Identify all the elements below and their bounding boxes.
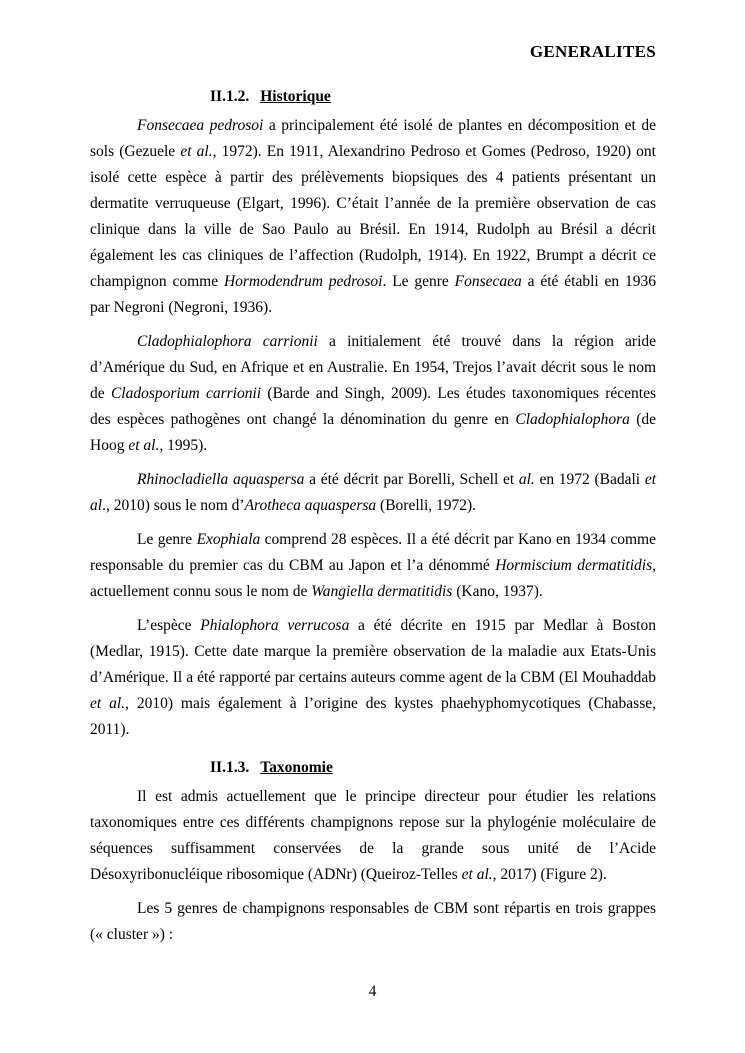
page-number: 4 (368, 983, 377, 1000)
species-name-italic: Phialophora verrucosa (200, 617, 350, 634)
section-title: Taxonomie (260, 759, 333, 776)
text-segment: a été établi en 1936 par Negroni (Negroni, 1936). (90, 273, 656, 316)
species-name-italic: Cladophialophora (515, 411, 630, 428)
species-name-italic: et al., (128, 437, 164, 454)
text-segment: Le genre (137, 531, 197, 548)
text-segment: Les 5 genres de champignons responsables de CBM sont répartis en trois grappes (« cluster ») : (90, 900, 656, 943)
text-segment: a principalement été isolé de plantes en décomposition et de sols (Gezuele (90, 117, 656, 160)
species-name-italic: et al. (180, 143, 213, 160)
text-segment: , 1972). En 1911, Alexandrino Pedroso et Gomes (Pedroso, 1920) ont isolé cette espèce à partir des prélèvements biopsiques des 4 patients présentant un dermatite verruqueuse (Elgart, 1996). C’était l’année de la première observation de cas clinique dans la ville de Sao Paulo au Brésil. En 1914, Rudolph au Brésil a décrit également les cas cliniques de l’affection (Rudolph, 1914). En 1922, Brumpt a décrit ce champignon comme (90, 143, 656, 290)
species-name-italic: Rhinocladiella aquaspersa (137, 471, 305, 488)
text-segment: (Barde and Singh, 2009). Les études taxonomiques récentes des espèces pathogènes ont changé la dénomination du genre en (90, 385, 656, 428)
species-name-italic: Hormiscium dermatitidis (495, 557, 653, 574)
species-name-italic: et al., (90, 695, 129, 712)
paragraph (90, 784, 656, 888)
header-title: GENERALITES (529, 42, 656, 61)
text-segment: a été décrit par Borelli, Schell et (304, 471, 519, 488)
text-segment: L’espèce (137, 617, 201, 634)
species-name-italic: Arotheca aquaspersa (244, 497, 377, 514)
section-heading (210, 84, 656, 110)
text-segment: 2010) mais également à l’origine des kystes phaehyphomycotiques (Chabasse, 2011). (90, 695, 656, 738)
paragraph (90, 896, 656, 948)
page-header (90, 42, 656, 62)
species-name-italic: Cladosporium carrionii (110, 385, 262, 402)
species-name-italic: Hormodendrum pedrosoi (223, 273, 383, 290)
text-segment: (Kano, 1937). (452, 583, 543, 600)
species-name-italic: Fonsecaea (454, 273, 522, 290)
text-segment: . Le genre (382, 273, 455, 290)
species-name-italic: Fonsecaea pedrosoi (137, 117, 264, 134)
text-segment: a initialement été trouvé dans la région aride d’Amérique du Sud, en Afrique et en Australie. En 1954, Trejos l’avait décrit sous le nom de (90, 333, 657, 402)
text-segment: (de Hoog (90, 411, 656, 454)
paragraph (90, 329, 656, 459)
text-segment: ., 2010) sous le nom d’ (102, 497, 245, 514)
species-name-italic: et al. (461, 866, 493, 883)
species-name-italic: Exophiala (196, 531, 261, 548)
text-segment: en 1972 (Badali (534, 471, 645, 488)
paragraph (90, 467, 656, 519)
text-segment: Il est admis actuellement que le principe directeur pour étudier les relations taxonomiques entre ces différents champignons repose sur la phylogénie moléculaire de séquences suffisamment conservées de la grande sous unité de l’Acide Désoxyribonucléique ribosomique (ADNr) (Queiroz-Telles (90, 788, 656, 883)
text-segment: comprend 28 espèces. Il a été décrit par Kano en 1934 comme responsable du premier cas du CBM au Japon et l’a dénommé (90, 531, 656, 574)
text-segment: (Borelli, 1972). (376, 497, 477, 514)
text-segment: 1995). (163, 437, 208, 454)
species-name-italic: Wangiella dermatitidis (311, 583, 453, 600)
section-title: Historique (260, 88, 331, 105)
paragraph (90, 613, 656, 743)
paragraph (90, 527, 656, 605)
text-segment: , 2017) (Figure 2). (492, 866, 607, 883)
species-name-italic: al. (518, 471, 535, 488)
species-name-italic: et al (90, 471, 656, 514)
text-segment: a été décrite en 1915 par Medlar à Boston (Medlar, 1915). Cette date marque la première observation de la maladie aux Etats-Unis d’Amérique. Il a été rapporté par certains auteurs comme agent de la CBM (El Mouhaddab (90, 617, 656, 686)
text-segment: , actuellement connu sous le nom de (90, 557, 656, 600)
document-content (90, 84, 656, 948)
page-footer (0, 983, 745, 1001)
section-number: II.1.3. (210, 759, 250, 776)
section-number: II.1.2. (210, 88, 250, 105)
paragraph (90, 113, 656, 321)
species-name-italic: Cladophialophora carrionii (137, 333, 318, 350)
section-heading (210, 755, 656, 781)
